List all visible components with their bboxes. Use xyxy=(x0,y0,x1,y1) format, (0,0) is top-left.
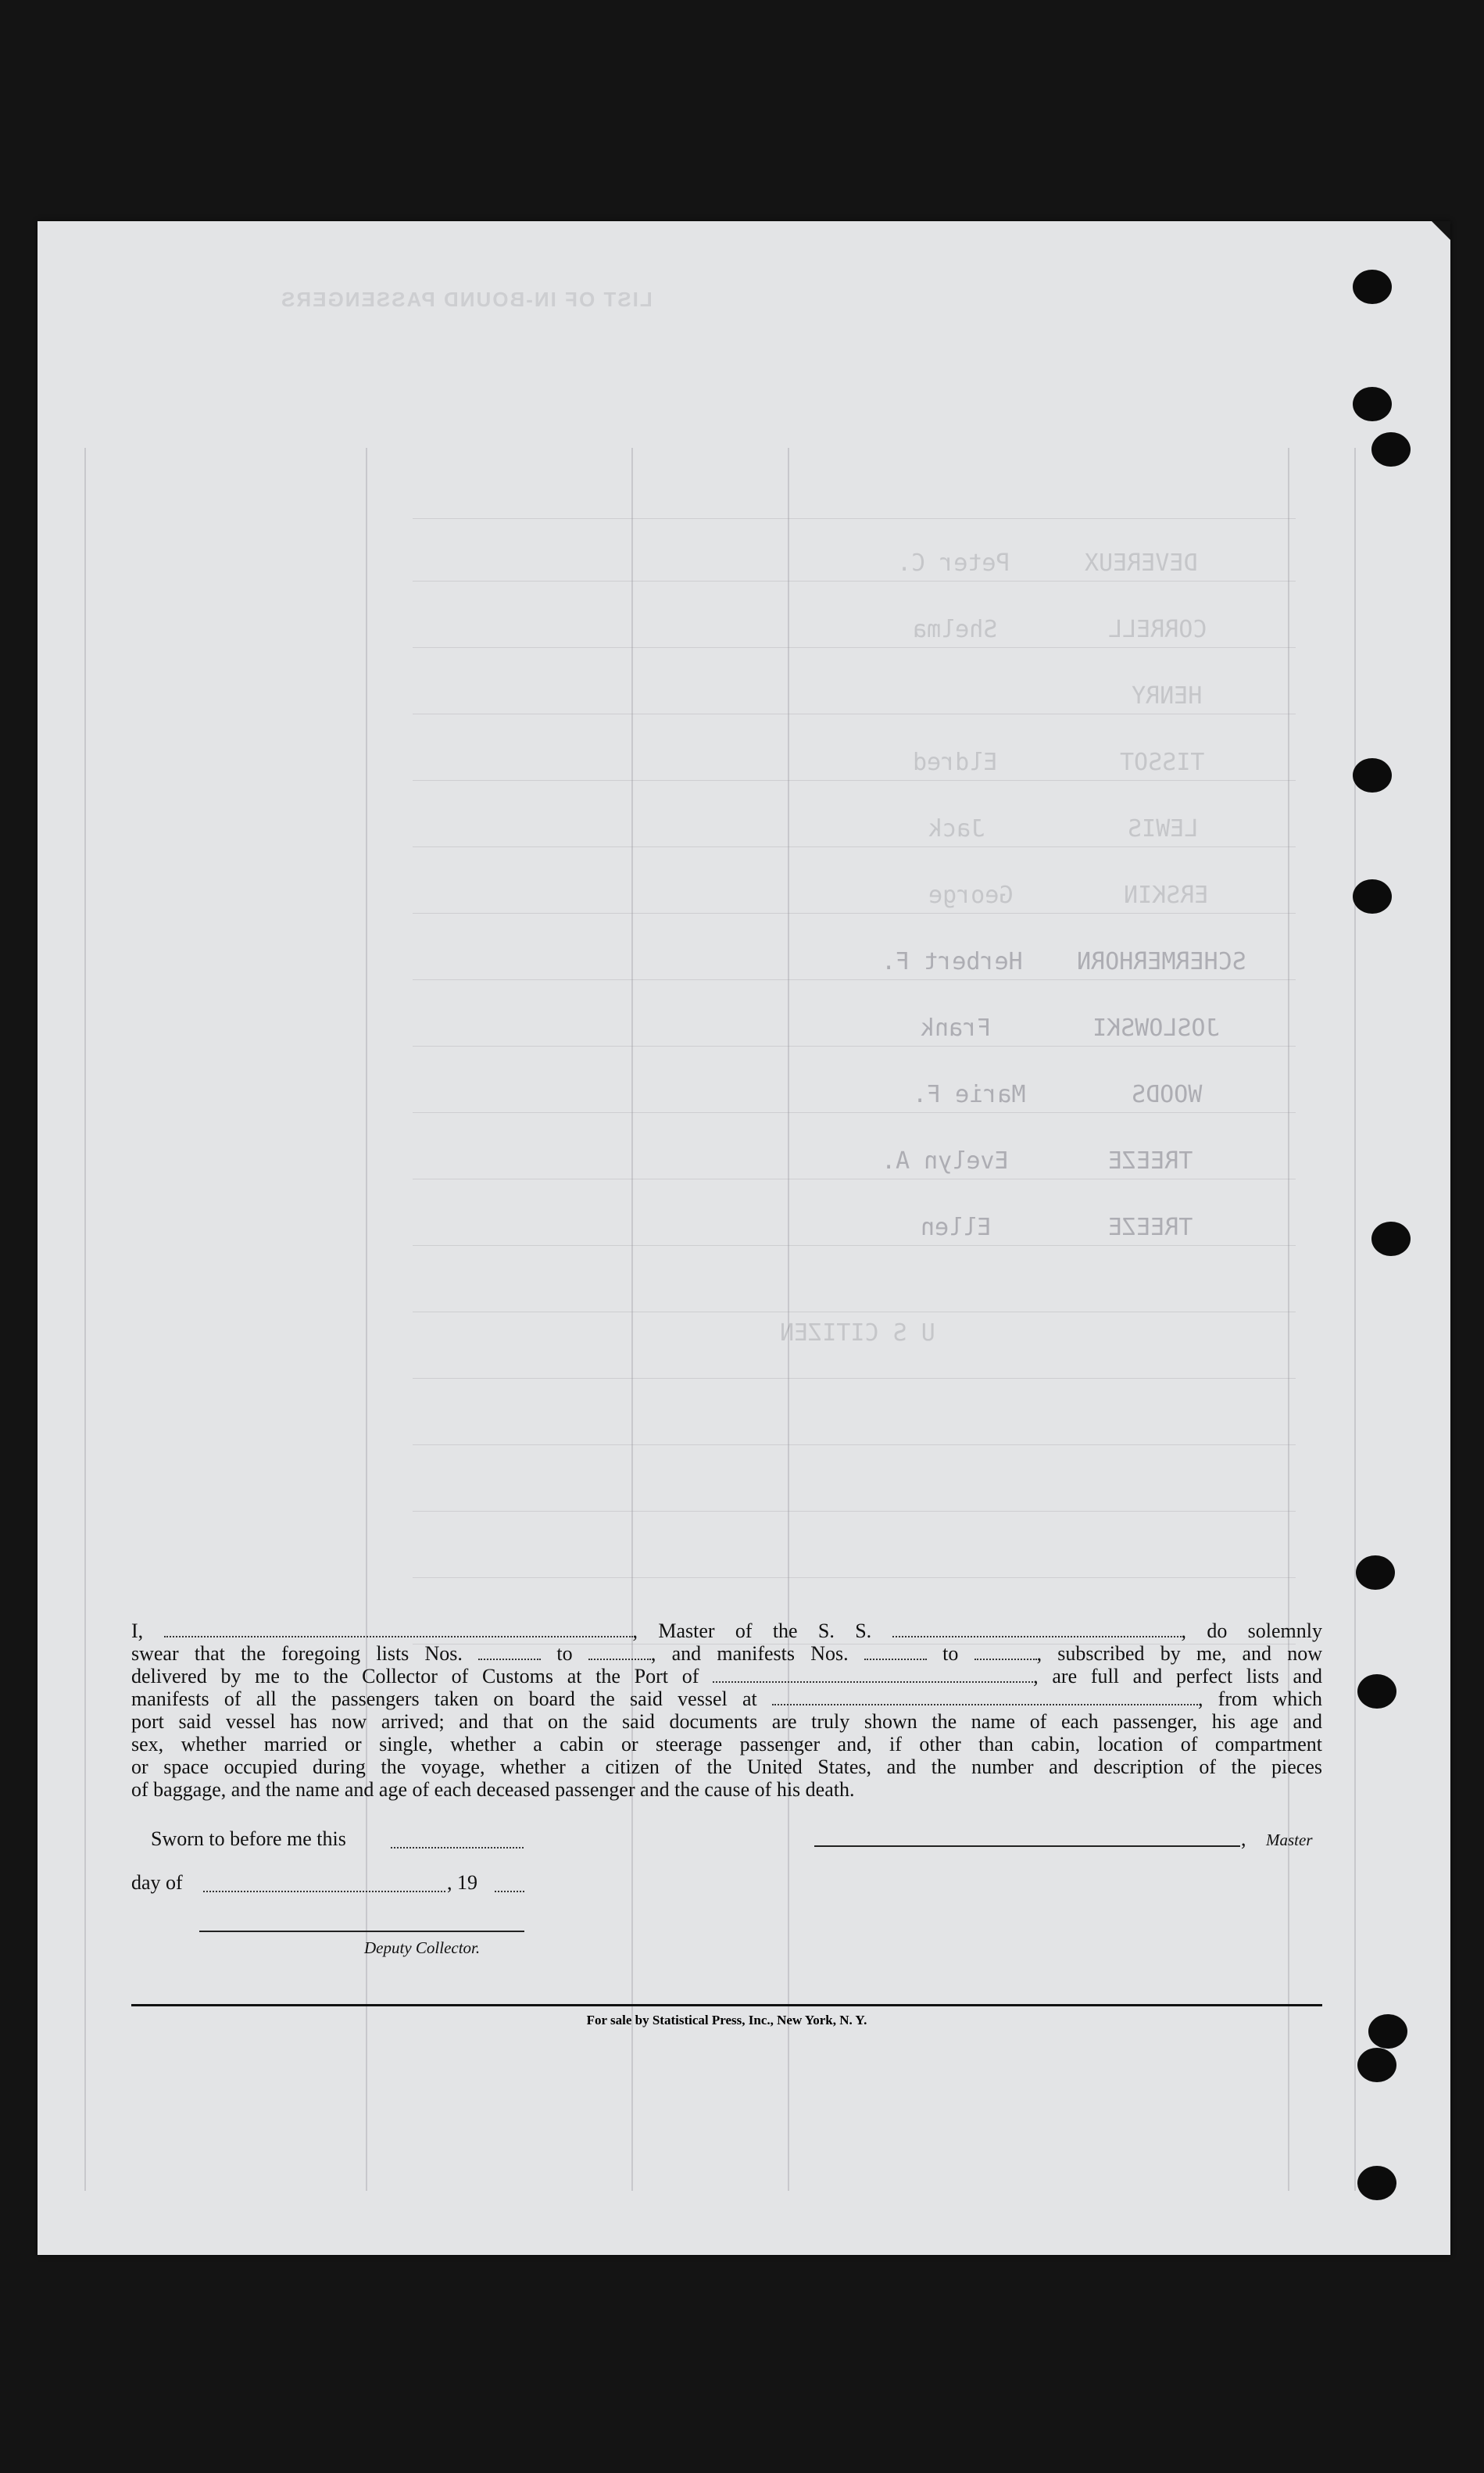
oath-subscribed: , subscribed by me, and now xyxy=(1036,1642,1323,1665)
manifest-to-blank xyxy=(974,1643,1037,1660)
punch-hole xyxy=(1371,432,1411,467)
punch-hole xyxy=(1368,2014,1407,2049)
publisher-footer xyxy=(131,2004,1322,2028)
punch-hole xyxy=(1353,879,1392,914)
deputy-label: Deputy Collector. xyxy=(364,1938,481,1957)
bleed-name: LEWIS xyxy=(1128,815,1199,843)
punch-hole xyxy=(1353,270,1392,304)
bleed-name: JOSLOWSKI xyxy=(1092,1015,1220,1042)
oath-swear: swear that the foregoing lists Nos. xyxy=(131,1642,463,1665)
bleed-name: ERSKIN xyxy=(1124,882,1209,909)
oath-master-of: , Master of the S. S. xyxy=(632,1619,872,1642)
port-blank xyxy=(713,1666,1033,1683)
day-of-blank xyxy=(203,1875,445,1892)
oath-line-7: or space occupied during the voyage, whether a citizen of the United States, and the number and description of the pieces xyxy=(131,1755,1322,1778)
master-name-blank xyxy=(164,1620,633,1637)
day-of-label: day of xyxy=(131,1871,183,1894)
sworn-date-blank xyxy=(391,1831,524,1848)
departure-port-blank xyxy=(772,1688,1198,1705)
oath-line-2 xyxy=(131,1642,1322,1665)
bleed-given: Frank xyxy=(921,1015,992,1042)
oath-line-3 xyxy=(131,1665,1322,1687)
oath-line-1 xyxy=(131,1619,1322,1642)
bleed-given: Ellen xyxy=(921,1214,992,1241)
master-label: Master xyxy=(1266,1831,1313,1849)
bleed-given: Evelyn A. xyxy=(881,1147,1009,1175)
bleed-given: Marie F. xyxy=(913,1081,1026,1108)
bleed-given: George xyxy=(928,882,1014,909)
oath-full-perfect: , are full and perfect lists and xyxy=(1033,1665,1322,1687)
bleed-given: Eldred xyxy=(913,749,998,776)
bleed-name: CORRELL xyxy=(1108,616,1207,643)
bleed-name: TREEZE xyxy=(1108,1214,1193,1241)
bleed-given: Jack xyxy=(928,815,985,843)
year-blank xyxy=(495,1875,524,1892)
oath-to: to xyxy=(556,1642,573,1665)
bleed-stamp: U S CITIZEN xyxy=(780,1319,935,1347)
manifest-from-blank xyxy=(864,1643,927,1660)
oath-i: I, xyxy=(131,1619,144,1642)
bleed-name: TISSOT xyxy=(1120,749,1205,776)
oath-line-5: port said vessel has now arrived; and that on the said documents are truly shown the name of each passenger, his age and xyxy=(131,1710,1322,1733)
oath-line-8: of baggage, and the name and age of each deceased passenger and the cause of his death. xyxy=(131,1778,855,1801)
oath-line-4 xyxy=(131,1687,1322,1710)
punch-hole xyxy=(1353,758,1392,793)
master-comma: , xyxy=(1241,1827,1246,1850)
punch-hole xyxy=(1356,1555,1395,1590)
master-signature-line xyxy=(814,1845,1240,1847)
list-from-blank xyxy=(478,1643,541,1660)
oath-paragraph xyxy=(131,1619,1322,1801)
publisher-text: For sale by Statistical Press, Inc., New York, N. Y. xyxy=(586,2013,867,2027)
deputy-signature-line xyxy=(199,1931,524,1932)
oath-from-which: , from which xyxy=(1197,1687,1322,1710)
folded-corner xyxy=(1432,221,1450,240)
year-label: , 19 xyxy=(447,1871,477,1894)
manifest-page xyxy=(38,221,1450,2255)
ship-name-blank xyxy=(892,1620,1182,1637)
bleed-name: DEVEREUX xyxy=(1085,549,1198,577)
sworn-label: Sworn to before me this xyxy=(151,1827,346,1850)
list-to-blank xyxy=(588,1643,651,1660)
bleed-given: Peter C. xyxy=(897,549,1010,577)
bleed-given: Herbert F. xyxy=(881,948,1023,975)
bleed-given: Shelma xyxy=(913,616,998,643)
oath-manifests-all: manifests of all the passengers taken on board the said vessel at xyxy=(131,1687,757,1710)
oath-line-6: sex, whether married or single, whether a cabin or steerage passenger and, if other than cabin, location of compartment xyxy=(131,1733,1322,1755)
bleed-name: HENRY xyxy=(1132,682,1203,710)
punch-hole xyxy=(1357,2166,1396,2200)
oath-to: to xyxy=(942,1642,959,1665)
punch-hole xyxy=(1353,387,1392,421)
bleed-title: LIST OF IN-BOUND PASSENGERS xyxy=(280,288,653,311)
bleed-name: WOODS xyxy=(1132,1081,1203,1108)
punch-hole xyxy=(1357,2048,1396,2082)
punch-hole xyxy=(1357,1674,1396,1709)
bleed-name: TREEZE xyxy=(1108,1147,1193,1175)
oath-do-solemnly: , do solemnly xyxy=(1181,1619,1322,1642)
oath-and-manifests: , and manifests Nos. xyxy=(650,1642,849,1665)
bleed-name: SCHERMERHORN xyxy=(1077,948,1246,975)
punch-hole xyxy=(1371,1222,1411,1256)
oath-delivered: delivered by me to the Collector of Customs at the Port of xyxy=(131,1665,699,1687)
